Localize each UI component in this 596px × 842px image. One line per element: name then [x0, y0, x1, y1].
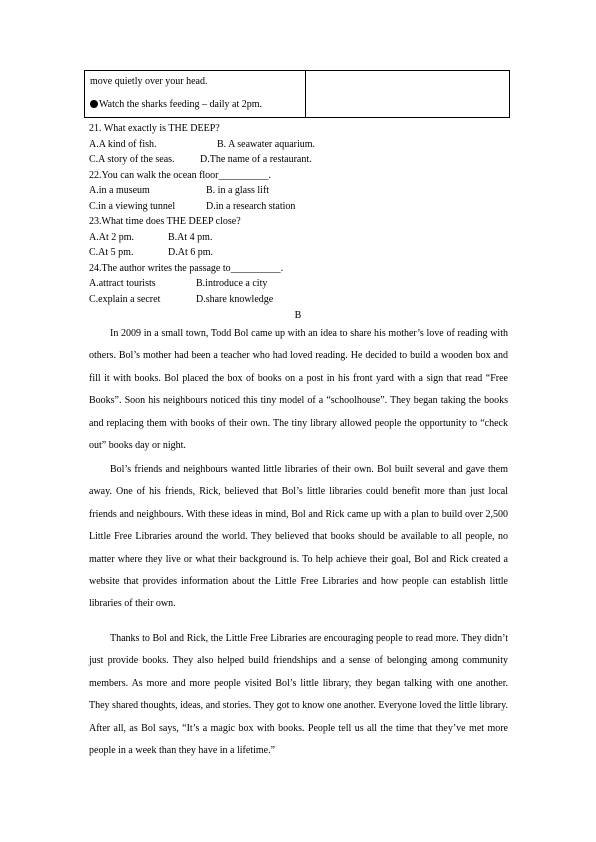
- question-21-stem: 21. What exactly is THE DEEP?: [89, 123, 220, 134]
- question-21-option-a: A.A kind of fish.: [89, 139, 157, 150]
- table-row-2: [90, 98, 262, 111]
- question-24-option-c: C.explain a secret: [89, 294, 161, 305]
- question-21-option-d: D.The name of a restaurant.: [200, 154, 312, 165]
- question-22-option-b: B. in a glass lift: [206, 185, 270, 196]
- schedule-table: [84, 70, 510, 118]
- table-row-2-text: Watch the sharks feeding – daily at 2pm.: [99, 99, 263, 110]
- table-column-divider: [305, 71, 306, 117]
- table-row-1-text: move quietly over your head.: [90, 76, 208, 87]
- question-22-option-d: D.in a research station: [206, 201, 296, 212]
- question-21-option-b: B. A seawater aquarium.: [217, 139, 316, 150]
- question-24-option-a: A.attract tourists: [89, 278, 156, 289]
- question-24-option-b: B.introduce a city: [196, 278, 268, 289]
- question-22-stem: 22.You can walk the ocean floor__________.: [89, 170, 272, 181]
- question-23-stem: 23.What time does THE DEEP close?: [89, 216, 241, 227]
- passage-paragraph-3: Thanks to Bol and Rick, the Little Free Libraries are encouraging people to read more. They didn’t just provide books. They also helped build friendships and a sense of belonging among community members. As more and more people visited Bol’s little library, they began talking with one another. They shared thoughts, ideas, and stories. They got to know one another. Everyone loved the little library. After all, as Bol says, “It’s a magic box with books. People tell us all the time that they’ve met more people in a week than they have in a lifetime.”: [89, 633, 508, 757]
- section-label: B: [294, 310, 302, 321]
- passage-paragraph-2: Bol’s friends and neighbours wanted little libraries of their own. Bol built several and gave them away. One of his friends, Rick, believed that Bol’s little libraries could benefit more than just local friends and neighbours. With these ideas in mind, Bol and Rick came up with a plan to build over 2,500 Little Free Libraries around the world. They believed that books should be available to all people, no matter where they live or what their background is. To help achieve their goal, Bol and Rick created a website that provides information about the Little Free Libraries and how people can establish little libraries of their own.: [89, 464, 508, 610]
- question-23-option-a: A.At 2 pm.: [89, 232, 134, 243]
- question-22-option-a: A.in a museum: [89, 185, 150, 196]
- passage-paragraph-1: In 2009 in a small town, Todd Bol came up with an idea to share his mother’s love of reading with others. Bol’s mother had been a teacher who had loved reading. He decided to build a wooden box and fill it with books. Bol placed the box of books on a post in his front yard with a sign that read “Free Books”. Soon his neighbours noticed this tiny model of a “schoolhouse”. They began taking the books and replacing them with books of their own. The tiny library allowed people the opportunity to “check out” books day or night.: [89, 328, 508, 452]
- question-24-stem: 24.The author writes the passage to__________.: [89, 263, 284, 274]
- question-21-option-c: C.A story of the seas.: [89, 154, 175, 165]
- question-23-option-c: C.At 5 pm.: [89, 247, 134, 258]
- question-23-option-d: D.At 6 pm.: [168, 247, 213, 258]
- question-24-option-d: D.share knowledge: [196, 294, 274, 305]
- bullet-icon: [90, 100, 98, 108]
- question-23-option-b: B.At 4 pm.: [168, 232, 213, 243]
- question-22-option-c: C.in a viewing tunnel: [89, 201, 176, 212]
